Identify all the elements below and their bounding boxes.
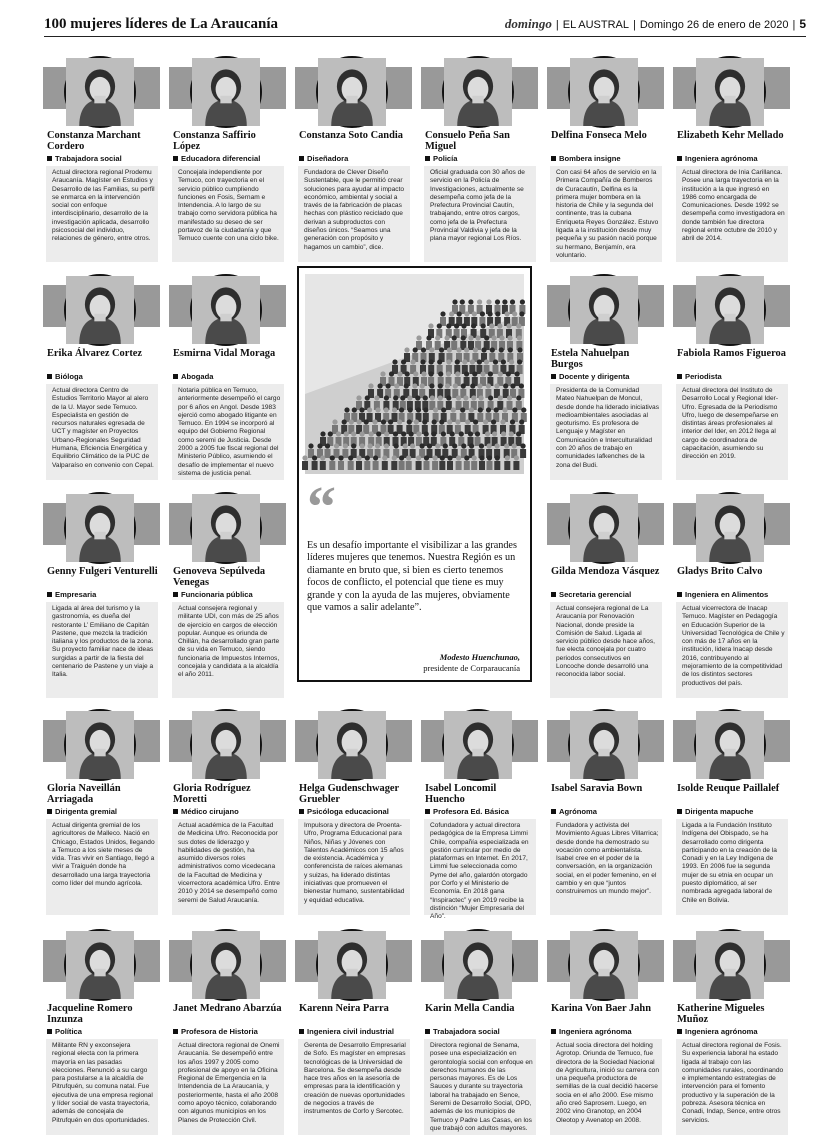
person-name: Constanza Saffirio López xyxy=(173,130,256,152)
portrait-photo xyxy=(190,709,262,781)
person-name: Katherine Migueles Muñoz xyxy=(677,1003,765,1025)
role-label xyxy=(47,1027,82,1036)
portrait-photo xyxy=(190,274,262,346)
person-name: Jacqueline Romero Inzunza xyxy=(47,1003,133,1025)
role-text: Profesora de Historia xyxy=(181,1027,258,1036)
profile-card xyxy=(169,270,286,482)
person-name: Consuelo Peña San Miguel xyxy=(425,130,510,152)
bullet-square-icon xyxy=(551,374,556,379)
bullet-square-icon xyxy=(677,592,682,597)
bullet-square-icon xyxy=(677,1029,682,1034)
portrait-photo xyxy=(694,274,766,346)
bullet-square-icon xyxy=(173,156,178,161)
role-label xyxy=(173,1027,258,1036)
person-name: Estela Nahuelpan Burgos xyxy=(551,348,630,370)
header-rule xyxy=(44,36,806,37)
bio-text: Notaria pública en Temuco, anteriormente desempeñó el cargo por 6 años en Angol. Desde 1983 ejerció como abogado litigante en Temuco. En 1994 se incorporó al equipo del Gobierno Regional como seremi de Justicia. Desde 2000 a 2005 fue fiscal regional del Ministerio Público, asumiendo el desafío de implementar el nuevo sistema de justicia penal. xyxy=(172,384,284,480)
role-text: Funcionaria pública xyxy=(181,590,253,599)
profile-card xyxy=(421,705,538,921)
bullet-square-icon xyxy=(299,809,304,814)
bio-text: Directora regional de Senama, posee una especialización en gerontología social con enfoque en derechos humanos de las personas mayores. Es de Los Sauces y durante su trayectoria laboral ha trabajado en Sence, Seremi de Desarrollo Social, OPD, además de los municipios de Temuco y Padre Las Casas, en los que trabajó con adultos mayores. xyxy=(424,1039,536,1135)
portrait-photo xyxy=(190,492,262,564)
page-number: 5 xyxy=(799,17,806,31)
role-text: Ingeniera en Alimentos xyxy=(685,590,769,599)
role-text: Ingeniera agrónoma xyxy=(685,1027,758,1036)
role-label xyxy=(173,372,214,381)
role-text: Bombera insigne xyxy=(559,154,621,163)
portrait-photo xyxy=(568,274,640,346)
portrait-photo xyxy=(694,929,766,1001)
bullet-square-icon xyxy=(47,156,52,161)
portrait-photo xyxy=(316,56,388,128)
role-label xyxy=(425,1027,500,1036)
portrait-photo xyxy=(694,56,766,128)
profile-card xyxy=(295,52,412,264)
portrait-photo xyxy=(64,709,136,781)
page-header xyxy=(0,0,828,36)
person-name: Gloria Naveillán Arriagada xyxy=(47,783,121,805)
portrait-photo xyxy=(694,492,766,564)
bio-text: Gerenta de Desarrollo Empresarial de Sofo. Es magíster en empresas tecnológicas de la Universidad de Barcelona. Se desempeña desde hace tres años en la asesoría de empresas para la identificación y creación de nuevas oportunidades de negocios a través de instrumentos de Corfo y Sercotec. xyxy=(298,1039,410,1135)
role-text: Dirigenta mapuche xyxy=(685,807,754,816)
bio-text: Ligada al área del turismo y la gastronomía, es dueña del restorante L’ Emiliano de Capitán Pastene, que mezcla la tradición italiana y los productos de la zona. Su proyecto familiar nace de ideas surgidas a partir de la fiesta del centenario de Pastene y un viaje a Italia. xyxy=(46,602,158,698)
bullet-square-icon xyxy=(47,374,52,379)
bullet-square-icon xyxy=(425,1029,430,1034)
portrait-photo xyxy=(190,929,262,1001)
portrait-photo xyxy=(316,929,388,1001)
bullet-square-icon xyxy=(425,809,430,814)
bio-text: Cofundadora y actual directora pedagógica de la Empresa Limmi Chile, compañía especializada en gestión curricular por medio de plataformas en Internet. En 2017, Limmi fue seleccionada como Pyme del año, galardón otorgado por Corfo y el Ministerio de Economía. En 2018 gana “Inspiractec” y en 2019 recibe la distinción “Mujer Empresaria del Año”. xyxy=(424,819,536,915)
profile-card xyxy=(169,52,286,264)
role-label xyxy=(677,372,722,381)
masthead: domingo | EL AUSTRAL | Domingo 26 de enero de 2020 | 5 xyxy=(504,16,806,31)
role-text: Empresaria xyxy=(55,590,97,599)
role-label xyxy=(47,807,117,816)
profile-card xyxy=(295,705,412,917)
bio-text: Actual socia directora del holding Agrotop. Oriunda de Temuco, fue directora de la Sociedad Nacional de Agricultura, inició su carrera con una pequeña productora de semillas de la cual decidió hacerse socia en el año 2000. Ese mismo año creó Saprosem. Luego, en 2002 vino Granotop, en 2004 Oleotop y Avenatop en 2008. xyxy=(550,1039,662,1135)
role-text: Docente y dirigenta xyxy=(559,372,630,381)
group-photo-image xyxy=(305,274,524,474)
profile-card xyxy=(673,52,790,264)
role-label xyxy=(677,1027,758,1036)
role-label xyxy=(551,590,631,599)
bio-text: Actual directora regional Prodemu Araucanía. Magíster en Estudios y Desarrollo de las Familias, su perfil se enmarca en la intervención social con enfoque interdisciplinario, desarrollo de la investigación aplicada, desarrollo psicosocial del individuo, relaciones de género, entre otros. xyxy=(46,166,158,262)
profile-card xyxy=(43,52,160,264)
bullet-square-icon xyxy=(173,592,178,597)
bullet-square-icon xyxy=(173,809,178,814)
role-text: Periodista xyxy=(685,372,722,381)
profile-card xyxy=(673,705,790,917)
profile-card xyxy=(169,488,286,700)
bio-text: Ligada a la Fundación Instituto Indígena del Obispado, se ha desarrollado como dirigenta participando en la creación de la Conadi y en la Ley Indígena de 1993. En 2006 fue la segunda mujer de su etnia en ocupar un puesto diplomático, al ser nombrada agregada laboral de Chile en Bolivia. xyxy=(676,819,788,915)
bullet-square-icon xyxy=(425,156,430,161)
newspaper-name: EL AUSTRAL xyxy=(562,19,629,31)
quote-author-role: presidente de Corparaucanía xyxy=(423,663,520,673)
portrait-photo xyxy=(568,709,640,781)
bullet-square-icon xyxy=(677,809,682,814)
group-photo xyxy=(305,274,524,474)
role-label xyxy=(677,807,753,816)
portrait-photo xyxy=(316,709,388,781)
bullet-square-icon xyxy=(173,374,178,379)
person-name: Janet Medrano Abarzúa xyxy=(173,1003,282,1014)
role-text: Ingeniera agrónoma xyxy=(685,154,758,163)
portrait-photo xyxy=(568,929,640,1001)
profile-card xyxy=(421,52,538,264)
person-name: Genny Fulgeri Venturelli xyxy=(47,566,158,577)
role-label xyxy=(47,372,83,381)
role-label xyxy=(173,154,260,163)
quote-box xyxy=(297,266,532,682)
person-name: Gilda Mendoza Vásquez xyxy=(551,566,660,577)
role-text: Abogada xyxy=(181,372,214,381)
bullet-square-icon xyxy=(677,156,682,161)
role-text: Secretaria gerencial xyxy=(559,590,632,599)
bio-text: Actual dirigenta gremial de los agricultores de Malleco. Nació en Chicago, Estados Unidos, llegando a Temuco a los siete meses de vida. Tras vivir en Santiago, llegó a vivir a Traiguén donde ha desarrollado una larga trayectoria como líder del mundo agrícola. xyxy=(46,819,158,915)
role-text: Agrónoma xyxy=(559,807,597,816)
role-label xyxy=(551,1027,632,1036)
role-text: Trabajadora social xyxy=(433,1027,500,1036)
bullet-square-icon xyxy=(299,156,304,161)
quote-text: Es un desafío importante el visibilizar a las grandes líderes mujeres que tenemos. Nuestra Región es un diamante en bruto que, si bien es cierto tenemos focos de conflicto, el potencial que tiene es muy grande y con la ayuda de las mujeres, obviamente que vamos a salir adelante”. xyxy=(307,540,517,614)
role-label xyxy=(677,590,768,599)
issue-date: Domingo 26 de enero de 2020 xyxy=(639,19,789,31)
bio-text: Fundadora y activista del Movimiento Aguas Libres Villarrica; desde donde ha demostrado su vocación como ambientalista. Isabel cree en el poder de la conversación, en la organización social, en el poder femenino, en el cambio y en que “juntos construiremos un mundo mejor”. xyxy=(550,819,662,915)
role-text: Policía xyxy=(433,154,458,163)
role-text: Trabajadora social xyxy=(55,154,122,163)
bullet-square-icon xyxy=(551,809,556,814)
bio-text: Actual consejera regional de La Araucanía por Renovación Nacional, donde preside la Comisión de Salud. Ligada al servicio público desde hace años, fue electa concejala por cuatro periodos consecutivos en Loncoche donde desarrolló una reconocida labor social. xyxy=(550,602,662,698)
bio-text: Impulsora y directora de Proenta-Ufro, Programa Educacional para Niños, Niñas y Jóvenes con Talentos Académicos con 15 años de existencia. Académica y conferencista de raíces alemanas y suizas, ha liderado distintas iniciativas que promueven el bienestar humano, sustentabilidad y equidad educativa. xyxy=(298,819,410,915)
bio-text: Actual vicerrectora de Inacap Temuco. Magíster en Pedagogía en Educación Superior de la Universidad Tecnológica de Chile y con más de 17 años en la institución, lidera Inacap desde 2016, contribuyendo al mejoramiento de la competitividad de los distintos sectores productivos del país. xyxy=(676,602,788,698)
role-label xyxy=(47,154,122,163)
bio-text: Presidenta de la Comunidad Mateo Nahuelpan de Moncul, desde donde ha liderado iniciativas medioambientales asociadas al geoturismo. Es profesora de Lenguaje y Magíster en Comunicación e Interculturalidad con 20 años de trabajo en comunidades lafkenches de la zona del Budi. xyxy=(550,384,662,480)
role-text: Ingeniera civil industrial xyxy=(307,1027,394,1036)
profile-card xyxy=(43,270,160,482)
bio-text: Actual académica de la Facultad de Medicina Ufro. Reconocida por sus dotes de liderazgo y habilidades de gestión, ha asumido diversos roles administrativos como vicedecana de la Facultad de Medicina y vicerrectora académica Ufro. Entre 2010 y 2014 se desempeñó como seremi de Salud Araucanía. xyxy=(172,819,284,915)
portrait-photo xyxy=(442,929,514,1001)
bio-text: Fundadora de Clever Diseño Sustentable, que le permitió crear soluciones para ayudar al impacto económico, ambiental y social a través de la fabricación de placas hechas con plástico reciclado que derivan a subproductos con diseños únicos. “Seamos una generación con propósito y hagamos un cambio”, dice. xyxy=(298,166,410,262)
bio-text: Militante RN y exconsejera regional electa con la primera mayoría en las pasadas elecciones. Renunció a su cargo para postularse a la alcaldía de Pitrufquén, su comuna natal. Fue ejecutiva de una empresa regional y líder social de vasta trayectoria, además de concejala de Pitrufquén en dos oportunidades. xyxy=(46,1039,158,1135)
role-text: Psicóloga educacional xyxy=(307,807,389,816)
role-label xyxy=(551,154,621,163)
portrait-photo xyxy=(64,929,136,1001)
profile-card xyxy=(43,705,160,917)
bio-text: Actual directora regional de Fosis. Su experiencia laboral ha estado ligada al trabajo con las comunidades rurales, coordinando e implementando estrategias de intervención para el fomento productivo y la superación de la pobreza. Asesora técnica en Conadi, Indap, Sence, entre otros servicios. xyxy=(676,1039,788,1135)
bio-text: Concejala independiente por Temuco, con trayectoria en el servicio público cumpliendo funciones en Fosis, Sernam e Intendencia. A lo largo de su trabajo como servidora pública ha manifestado su deseo de ser portavoz de la ciudadanía y que Temuco cuente con una ciclo bike. xyxy=(172,166,284,262)
bullet-square-icon xyxy=(299,1029,304,1034)
person-name: Gladys Brito Calvo xyxy=(677,566,763,577)
section-title: 100 mujeres líderes de La Araucanía xyxy=(44,16,279,32)
role-text: Profesora Ed. Básica xyxy=(433,807,509,816)
role-label xyxy=(299,154,348,163)
bullet-square-icon xyxy=(677,374,682,379)
profile-card xyxy=(673,270,790,482)
person-name: Karenn Neira Parra xyxy=(299,1003,389,1014)
quote-author: Modesto Huenchunao, xyxy=(439,652,520,662)
person-name: Constanza Marchant Cordero xyxy=(47,130,141,152)
profile-card xyxy=(169,705,286,917)
profile-card xyxy=(169,925,286,1137)
role-text: Educadora diferencial xyxy=(181,154,261,163)
profile-card xyxy=(43,925,160,1137)
role-text: Dirigenta gremial xyxy=(55,807,118,816)
profile-card xyxy=(547,270,664,482)
bio-text: Actual directora de Inia Carillanca. Posee una larga trayectoria en la institución a la que ingresó en 1986 como encargada de Comunicaciones. Desde 1992 se desempeña como investigadora en donde también fue directora regional entre octubre de 2010 y abril de 2014. xyxy=(676,166,788,262)
portrait-photo xyxy=(568,56,640,128)
role-label xyxy=(677,154,758,163)
role-text: Bióloga xyxy=(55,372,83,381)
person-name: Karin Mella Candia xyxy=(425,1003,515,1014)
profile-card xyxy=(547,488,664,700)
role-text: Médico cirujano xyxy=(181,807,239,816)
person-name: Helga Gudenschwager Gruebler xyxy=(299,783,399,805)
role-label xyxy=(299,1027,394,1036)
profile-card xyxy=(547,705,664,917)
portrait-photo xyxy=(568,492,640,564)
role-label xyxy=(299,807,389,816)
brand-name: domingo xyxy=(504,16,552,31)
bio-text: Oficial graduada con 30 años de servicio en la Policía de Investigaciones, actualmente se desempeña como jefa de la Prefectura Provincial Cautín, trabajando, entre otros cargos, como jefa de la Prefectura Provincial Valdivia y jefa de la plana mayor regional Los Ríos. xyxy=(424,166,536,262)
bullet-square-icon xyxy=(551,156,556,161)
person-name: Gloria Rodríguez Moretti xyxy=(173,783,251,805)
portrait-photo xyxy=(64,492,136,564)
role-text: Diseñadora xyxy=(307,154,349,163)
role-text: Política xyxy=(55,1027,83,1036)
bio-text: Actual directora del Instituto de Desarrollo Local y Regional Ider-Ufro. Egresada de la Periodismo Ufro, luego de desempeñarse en distintas áreas profesionales al interior del Ider, en 2012 llega al cargo de coordinadora de capacitación, asumiendo su dirección en 2019. xyxy=(676,384,788,480)
bullet-square-icon xyxy=(47,592,52,597)
bullet-square-icon xyxy=(551,1029,556,1034)
bio-text: Con casi 64 años de servicio en la Primera Compañía de Bomberos de Curacautín, Delfina es la primera mujer bombera en la historia de Chile y la segunda del continente, tras la cubana Enriqueta Reyes González. Estuvo ligada a la institución desde muy pequeña y su pasión nació porque su hermano, Benjamín, era voluntario. xyxy=(550,166,662,262)
portrait-photo xyxy=(64,274,136,346)
bullet-square-icon xyxy=(551,592,556,597)
bullet-square-icon xyxy=(47,809,52,814)
person-name: Elizabeth Kehr Mellado xyxy=(677,130,784,141)
person-name: Esmirna Vidal Moraga xyxy=(173,348,276,359)
portrait-photo xyxy=(442,709,514,781)
role-label xyxy=(173,590,253,599)
person-name: Isabel Loncomil Huencho xyxy=(425,783,497,805)
profile-card xyxy=(295,925,412,1137)
person-name: Isabel Saravia Bown xyxy=(551,783,643,794)
role-label xyxy=(551,372,629,381)
role-label xyxy=(425,807,509,816)
portrait-photo xyxy=(64,56,136,128)
role-label xyxy=(551,807,597,816)
bio-text: Actual directora regional de Onemi Araucanía. Se desempeñó entre los años 1997 y 2005 como profesional de apoyo en la Oficina Regional de Emergencia en la Intendencia de La Araucanía, y posteriormente, hasta el año 2008 como apoyo técnico, colaborando con algunos municipios en los Planes de Protección Civil. xyxy=(172,1039,284,1135)
quote-attribution xyxy=(423,652,520,674)
bullet-square-icon xyxy=(47,1029,52,1034)
person-name: Isolde Reuque Paillalef xyxy=(677,783,780,794)
person-name: Karina Von Baer Jahn xyxy=(551,1003,651,1014)
role-label xyxy=(425,154,457,163)
person-name: Fabiola Ramos Figueroa xyxy=(677,348,786,359)
role-label xyxy=(173,807,239,816)
person-name: Constanza Soto Candia xyxy=(299,130,403,141)
portrait-photo xyxy=(694,709,766,781)
person-name: Erika Álvarez Cortez xyxy=(47,348,143,359)
bio-text: Actual directora Centro de Estudios Territorio Mayor al alero de la U. Mayor sede Temuco. Especialista en gestión de recursos naturales egresada de UCT y magíster en Proyectos Urbano-Regionales Seguridad Humana, Eficiencia Energética y Equilibrio Climático de la PUC de Valparaíso en convenio con Cepal. xyxy=(46,384,158,480)
quote-mark-icon: “ xyxy=(307,474,336,539)
portrait-photo xyxy=(190,56,262,128)
role-text: Ingeniera agrónoma xyxy=(559,1027,632,1036)
profile-card xyxy=(673,488,790,700)
profile-card xyxy=(547,52,664,264)
bullet-square-icon xyxy=(173,1029,178,1034)
profile-card xyxy=(547,925,664,1137)
bio-text: Actual consejera regional y militante UDI, con más de 25 años de ejercicio en cargos de elección popular. Aunque es oriunda de Chillán, ha desarrollado gran parte de su vida en Temuco, siendo funcionaria de Impuestos Internos, concejala y candidata a la alcaldía el año 2011. xyxy=(172,602,284,698)
profile-card xyxy=(421,925,538,1137)
person-name: Genoveva Sepúlveda Venegas xyxy=(173,566,266,588)
profile-card xyxy=(673,925,790,1137)
person-name: Delfina Fonseca Melo xyxy=(551,130,647,141)
profile-card xyxy=(43,488,160,700)
role-label xyxy=(47,590,96,599)
portrait-photo xyxy=(442,56,514,128)
